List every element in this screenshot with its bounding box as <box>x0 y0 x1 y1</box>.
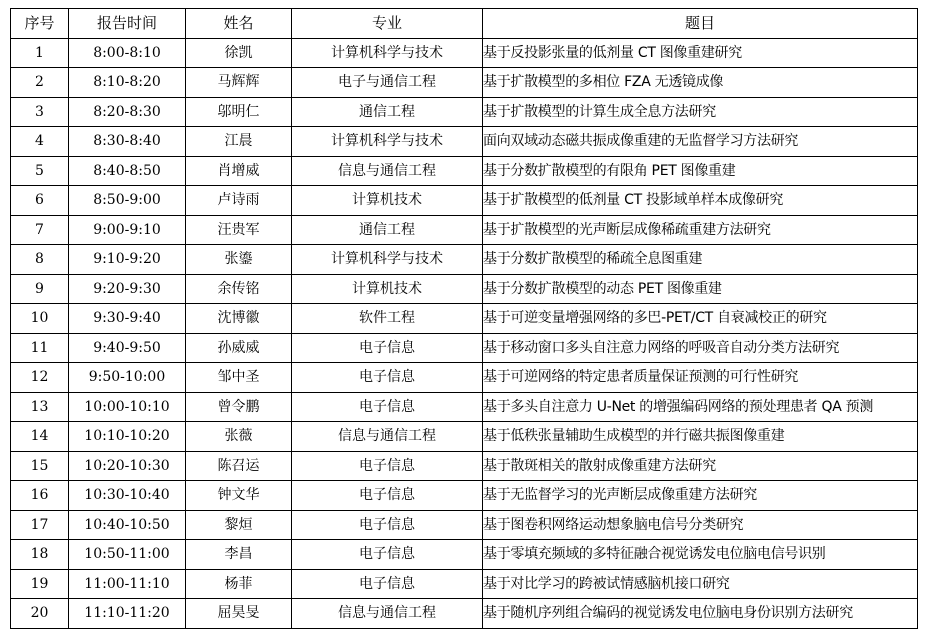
schedule-table <box>10 8 918 629</box>
cell-no: 17 <box>11 510 69 540</box>
table-row <box>11 333 918 363</box>
cell-title: 基于多头自注意力 U-Net 的增强编码网络的预处理患者 QA 预测 <box>483 392 918 422</box>
cell-title: 基于分数扩散模型的有限角 PET 图像重建 <box>483 156 918 186</box>
cell-title: 基于反投影张量的低剂量 CT 图像重建研究 <box>483 38 918 68</box>
header-no: 序号 <box>11 9 69 39</box>
table-row <box>11 68 918 98</box>
cell-major: 信息与通信工程 <box>292 156 483 186</box>
cell-time: 10:50-11:00 <box>69 540 186 570</box>
cell-major: 电子信息 <box>292 363 483 393</box>
cell-name: 沈博徽 <box>186 304 292 334</box>
cell-time: 8:20-8:30 <box>69 97 186 127</box>
cell-time: 10:40-10:50 <box>69 510 186 540</box>
cell-time: 9:30-9:40 <box>69 304 186 334</box>
cell-time: 8:30-8:40 <box>69 127 186 157</box>
cell-name: 李昌 <box>186 540 292 570</box>
cell-time: 9:00-9:10 <box>69 215 186 245</box>
cell-name: 卢诗雨 <box>186 186 292 216</box>
cell-title: 基于分数扩散模型的动态 PET 图像重建 <box>483 274 918 304</box>
cell-no: 8 <box>11 245 69 275</box>
cell-major: 计算机技术 <box>292 186 483 216</box>
table-header <box>11 9 918 39</box>
cell-major: 电子信息 <box>292 569 483 599</box>
table-row <box>11 38 918 68</box>
cell-major: 电子信息 <box>292 510 483 540</box>
cell-name: 汪贵军 <box>186 215 292 245</box>
cell-time: 10:10-10:20 <box>69 422 186 452</box>
cell-name: 余传铭 <box>186 274 292 304</box>
cell-time: 10:20-10:30 <box>69 451 186 481</box>
cell-no: 5 <box>11 156 69 186</box>
cell-no: 19 <box>11 569 69 599</box>
cell-title: 基于可逆网络的特定患者质量保证预测的可行性研究 <box>483 363 918 393</box>
cell-title: 基于可逆变量增强网络的多巴-PET/CT 自衰减校正的研究 <box>483 304 918 334</box>
cell-time: 8:00-8:10 <box>69 38 186 68</box>
cell-no: 6 <box>11 186 69 216</box>
cell-title: 基于扩散模型的计算生成全息方法研究 <box>483 97 918 127</box>
cell-time: 10:00-10:10 <box>69 392 186 422</box>
cell-major: 软件工程 <box>292 304 483 334</box>
cell-major: 电子与通信工程 <box>292 68 483 98</box>
header-name: 姓名 <box>186 9 292 39</box>
table-row <box>11 422 918 452</box>
table-row <box>11 97 918 127</box>
cell-major: 计算机科学与技术 <box>292 38 483 68</box>
cell-name: 张薇 <box>186 422 292 452</box>
header-time: 报告时间 <box>69 9 186 39</box>
cell-name: 邬明仁 <box>186 97 292 127</box>
table-body <box>11 38 918 628</box>
cell-no: 14 <box>11 422 69 452</box>
cell-title: 基于对比学习的跨被试情感脑机接口研究 <box>483 569 918 599</box>
cell-major: 信息与通信工程 <box>292 599 483 629</box>
cell-major: 电子信息 <box>292 540 483 570</box>
cell-time: 9:10-9:20 <box>69 245 186 275</box>
cell-no: 11 <box>11 333 69 363</box>
cell-no: 4 <box>11 127 69 157</box>
cell-time: 9:20-9:30 <box>69 274 186 304</box>
cell-time: 8:50-9:00 <box>69 186 186 216</box>
cell-no: 12 <box>11 363 69 393</box>
cell-time: 11:00-11:10 <box>69 569 186 599</box>
cell-title: 基于扩散模型的低剂量 CT 投影域单样本成像研究 <box>483 186 918 216</box>
table-row <box>11 274 918 304</box>
cell-name: 孙威威 <box>186 333 292 363</box>
cell-name: 曾令鹏 <box>186 392 292 422</box>
cell-title: 基于无监督学习的光声断层成像重建方法研究 <box>483 481 918 511</box>
cell-no: 2 <box>11 68 69 98</box>
cell-title: 基于低秩张量辅助生成模型的并行磁共振图像重建 <box>483 422 918 452</box>
cell-title: 基于移动窗口多头自注意力网络的呼吸音自动分类方法研究 <box>483 333 918 363</box>
cell-title: 基于图卷积网络运动想象脑电信号分类研究 <box>483 510 918 540</box>
table-row <box>11 599 918 629</box>
cell-major: 通信工程 <box>292 97 483 127</box>
table-row <box>11 510 918 540</box>
cell-no: 1 <box>11 38 69 68</box>
cell-name: 杨菲 <box>186 569 292 599</box>
cell-major: 电子信息 <box>292 481 483 511</box>
cell-time: 8:40-8:50 <box>69 156 186 186</box>
cell-name: 陈召运 <box>186 451 292 481</box>
cell-no: 9 <box>11 274 69 304</box>
cell-title: 基于随机序列组合编码的视觉诱发电位脑电身份识别方法研究 <box>483 599 918 629</box>
table-row <box>11 127 918 157</box>
cell-title: 面向双域动态磁共振成像重建的无监督学习方法研究 <box>483 127 918 157</box>
cell-time: 8:10-8:20 <box>69 68 186 98</box>
cell-name: 钟文华 <box>186 481 292 511</box>
table-row <box>11 156 918 186</box>
table-row <box>11 363 918 393</box>
header-title: 题目 <box>483 9 918 39</box>
cell-no: 3 <box>11 97 69 127</box>
cell-name: 邹中圣 <box>186 363 292 393</box>
table-row <box>11 215 918 245</box>
cell-time: 9:50-10:00 <box>69 363 186 393</box>
cell-name: 马辉辉 <box>186 68 292 98</box>
cell-major: 电子信息 <box>292 392 483 422</box>
table-row <box>11 540 918 570</box>
table-row <box>11 245 918 275</box>
cell-title: 基于散斑相关的散射成像重建方法研究 <box>483 451 918 481</box>
table-row <box>11 186 918 216</box>
table-row <box>11 481 918 511</box>
cell-no: 16 <box>11 481 69 511</box>
cell-major: 计算机科学与技术 <box>292 127 483 157</box>
cell-major: 计算机科学与技术 <box>292 245 483 275</box>
cell-name: 屈昊旻 <box>186 599 292 629</box>
cell-title: 基于分数扩散模型的稀疏全息图重建 <box>483 245 918 275</box>
table-row <box>11 304 918 334</box>
cell-major: 计算机技术 <box>292 274 483 304</box>
cell-major: 电子信息 <box>292 333 483 363</box>
table-row <box>11 392 918 422</box>
cell-no: 7 <box>11 215 69 245</box>
cell-time: 10:30-10:40 <box>69 481 186 511</box>
table-row <box>11 451 918 481</box>
cell-name: 肖增威 <box>186 156 292 186</box>
cell-no: 15 <box>11 451 69 481</box>
header-row <box>11 9 918 39</box>
cell-title: 基于零填充频域的多特征融合视觉诱发电位脑电信号识别 <box>483 540 918 570</box>
cell-name: 江晨 <box>186 127 292 157</box>
cell-name: 徐凯 <box>186 38 292 68</box>
cell-major: 信息与通信工程 <box>292 422 483 452</box>
cell-title: 基于扩散模型的光声断层成像稀疏重建方法研究 <box>483 215 918 245</box>
cell-no: 10 <box>11 304 69 334</box>
cell-time: 11:10-11:20 <box>69 599 186 629</box>
schedule-container <box>10 8 918 629</box>
table-row <box>11 569 918 599</box>
cell-name: 张鎏 <box>186 245 292 275</box>
cell-name: 黎烜 <box>186 510 292 540</box>
cell-no: 13 <box>11 392 69 422</box>
cell-no: 18 <box>11 540 69 570</box>
cell-major: 通信工程 <box>292 215 483 245</box>
cell-time: 9:40-9:50 <box>69 333 186 363</box>
header-major: 专业 <box>292 9 483 39</box>
cell-major: 电子信息 <box>292 451 483 481</box>
cell-title: 基于扩散模型的多相位 FZA 无透镜成像 <box>483 68 918 98</box>
cell-no: 20 <box>11 599 69 629</box>
